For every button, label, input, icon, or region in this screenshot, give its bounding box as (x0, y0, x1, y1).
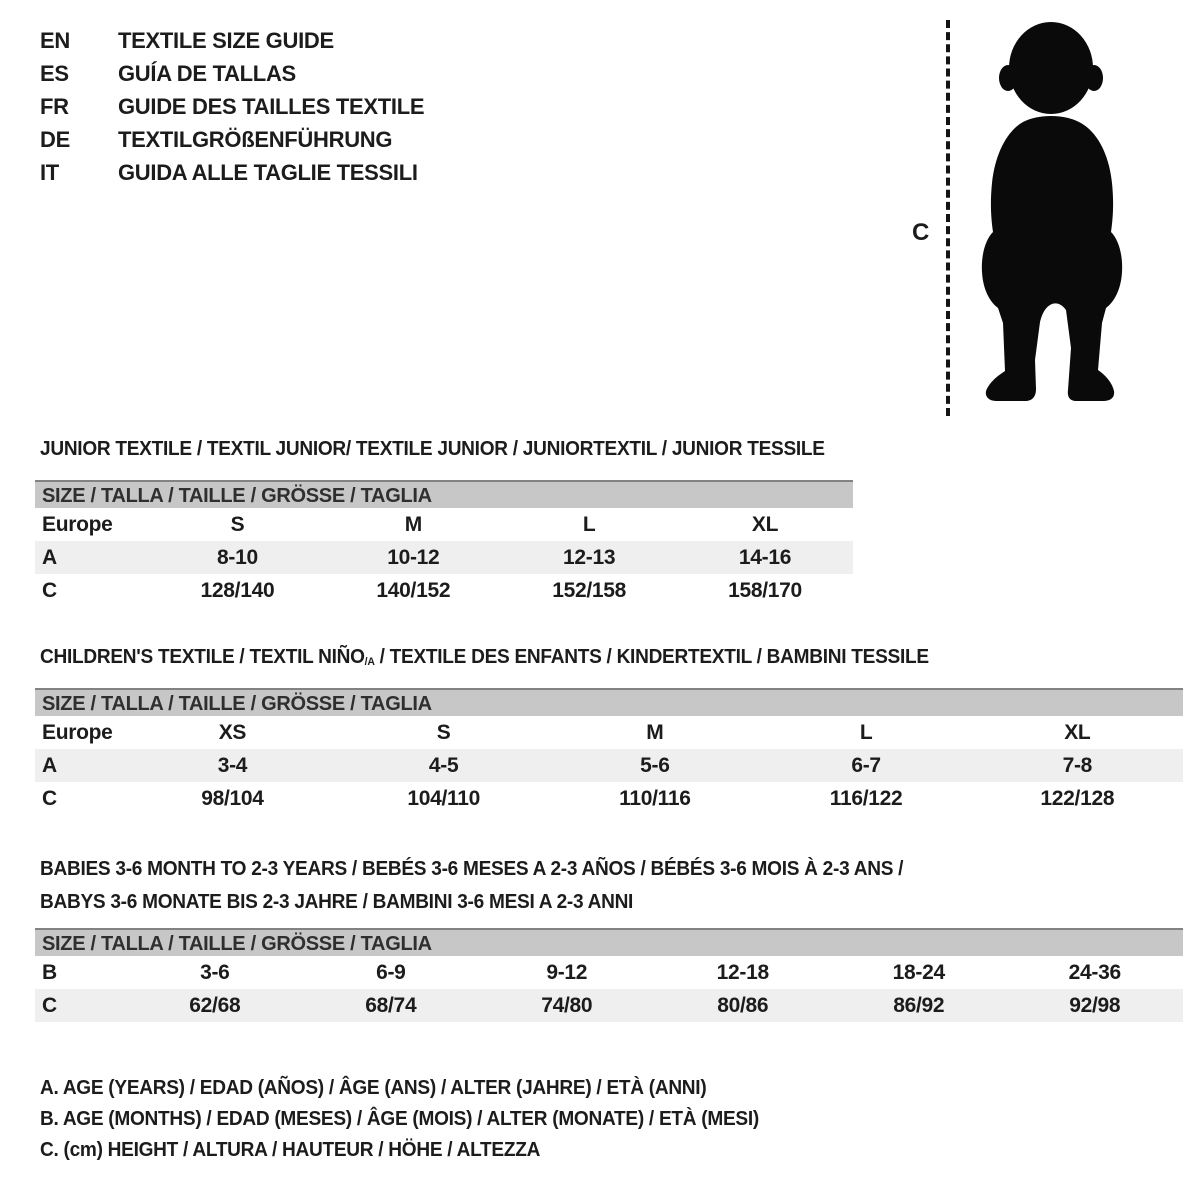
size-cell: M (404, 513, 422, 536)
babies-title-line1: BABIES 3-6 MONTH TO 2-3 YEARS / BEBÉS 3-6 MESES A 2-3 AÑOS / BÉBÉS 3-6 MOIS À 2-3 ANS / (40, 857, 904, 880)
size-cell: XL (751, 513, 779, 536)
row-label: C (42, 787, 57, 810)
value-cell: 12-13 (563, 546, 616, 569)
table-row-a (35, 541, 853, 574)
value-cell: 5-6 (640, 754, 670, 777)
language-code: ES (40, 61, 69, 86)
row-label: A (42, 546, 57, 569)
language-row-de (40, 123, 424, 156)
table-row-c (35, 574, 853, 607)
value-cell: 3-4 (217, 754, 248, 777)
language-row-en (40, 24, 424, 57)
table-row-a (35, 749, 1183, 782)
value-cell: 128/140 (200, 579, 275, 602)
language-code: DE (40, 127, 70, 152)
size-header-bar: SIZE / TALLA / TAILLE / GRÖSSE / TAGLIA (35, 480, 853, 508)
children-table (35, 688, 1183, 815)
value-cell: 74/80 (541, 994, 593, 1017)
value-cell: 6-7 (851, 754, 881, 777)
children-section-title (40, 645, 929, 672)
language-title: GUIDE DES TAILLES TEXTILE (118, 94, 425, 119)
value-cell: 7-8 (1062, 754, 1093, 777)
junior-section-title: JUNIOR TEXTILE / TEXTIL JUNIOR/ TEXTILE JUNIOR / JUNIORTEXTIL / JUNIOR TESSILE (40, 437, 825, 460)
children-title-before: CHILDREN'S TEXTILE / TEXTIL NIÑO (40, 645, 365, 668)
value-cell: 9-12 (546, 961, 588, 984)
babies-title-line2: BABYS 3-6 MONATE BIS 2-3 JAHRE / BAMBINI 3-6 MESI A 2-3 ANNI (40, 890, 634, 913)
row-label: A (42, 754, 57, 777)
junior-table (35, 480, 853, 607)
value-cell: 86/92 (893, 994, 945, 1017)
language-row-es (40, 57, 424, 90)
size-cell: XS (218, 721, 247, 744)
babies-section-title (40, 852, 903, 918)
language-code: FR (40, 94, 69, 119)
value-cell: 14-16 (738, 546, 792, 569)
language-title: TEXTILGRÖßENFÜHRUNG (118, 127, 393, 152)
value-cell: 12-18 (716, 961, 769, 984)
value-cell: 8-10 (217, 546, 258, 569)
size-cell: S (436, 721, 451, 744)
toddler-silhouette-icon (963, 18, 1143, 418)
legend-age-years: A. AGE (YEARS) / EDAD (AÑOS) / ÂGE (ANS) / ALTER (JAHRE) / ETÀ (ANNI) (40, 1076, 707, 1099)
value-cell: 4-5 (428, 754, 459, 777)
value-cell: 104/110 (407, 787, 480, 810)
children-title-after: / TEXTILE DES ENFANTS / KINDERTEXTIL / BAMBINI TESSILE (374, 645, 929, 668)
value-cell: 122/128 (1040, 787, 1115, 810)
babies-table (35, 928, 1183, 1022)
table-row-europe (35, 716, 1183, 749)
value-cell: 62/68 (189, 994, 241, 1017)
size-cell: XL (1064, 721, 1091, 744)
language-title: TEXTILE SIZE GUIDE (118, 28, 334, 53)
size-cell: L (859, 721, 873, 744)
size-cell: S (230, 513, 245, 536)
row-label: C (42, 579, 57, 602)
legend-age-months: B. AGE (MONTHS) / EDAD (MESES) / ÂGE (MOIS) / ALTER (MONATE) / ETÀ (MESI) (40, 1107, 759, 1130)
language-title: GUIDA ALLE TAGLIE TESSILI (118, 160, 418, 185)
size-header-bar: SIZE / TALLA / TAILLE / GRÖSSE / TAGLIA (35, 688, 1183, 716)
value-cell: 3-6 (200, 961, 230, 984)
value-cell: 140/152 (376, 579, 451, 602)
value-cell: 10-12 (387, 546, 440, 569)
value-cell: 152/158 (552, 579, 627, 602)
size-cell: M (646, 721, 664, 744)
table-row-c (35, 989, 1183, 1022)
language-code: EN (40, 28, 70, 53)
value-cell: 116/122 (829, 787, 903, 810)
height-measure-label: C (912, 219, 930, 246)
row-label: B (42, 961, 57, 984)
language-row-fr (40, 90, 424, 123)
size-header-bar: SIZE / TALLA / TAILLE / GRÖSSE / TAGLIA (35, 928, 1183, 956)
row-label: Europe (42, 513, 113, 536)
value-cell: 110/116 (619, 787, 691, 810)
row-label: Europe (42, 721, 113, 744)
height-dashed-line (946, 20, 950, 416)
size-cell: L (582, 513, 596, 536)
language-title-list (40, 24, 424, 189)
value-cell: 92/98 (1069, 994, 1121, 1017)
measurement-legend (40, 1072, 813, 1165)
language-title: GUÍA DE TALLAS (118, 61, 296, 86)
row-label: C (42, 994, 57, 1017)
value-cell: 80/86 (717, 994, 769, 1017)
value-cell: 68/74 (365, 994, 417, 1017)
value-cell: 18-24 (892, 961, 945, 984)
value-cell: 158/170 (728, 579, 802, 602)
value-cell: 98/104 (201, 787, 264, 810)
children-title-subscript: /A (364, 656, 375, 669)
table-row-europe (35, 508, 853, 541)
legend-height: C. (cm) HEIGHT / ALTURA / HAUTEUR / HÖHE / ALTEZZA (40, 1138, 541, 1161)
value-cell: 6-9 (376, 961, 406, 984)
language-code: IT (40, 160, 59, 185)
table-row-c (35, 782, 1183, 815)
table-row-b (35, 956, 1183, 989)
language-row-it (40, 156, 424, 189)
value-cell: 24-36 (1068, 961, 1121, 984)
